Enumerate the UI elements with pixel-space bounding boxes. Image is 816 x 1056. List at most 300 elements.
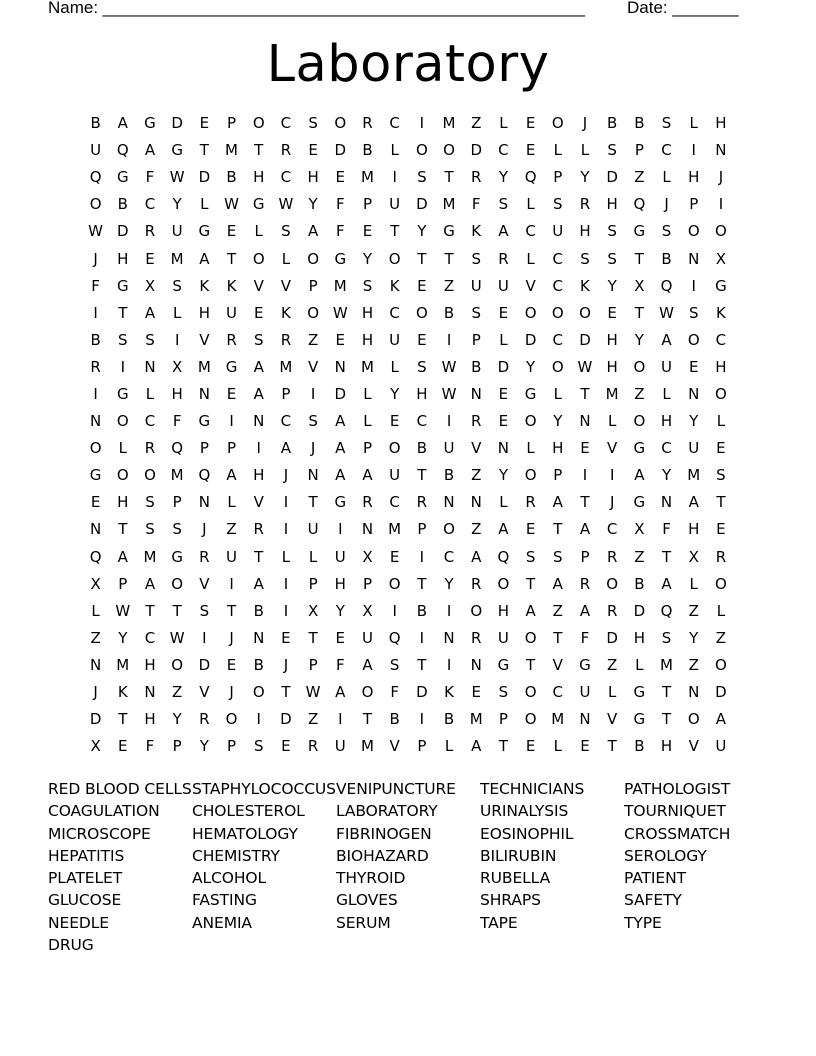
grid-letter: W [441,357,457,376]
grid-letter: L [308,547,318,566]
grid-letter: V [199,683,210,702]
grid-letter: A [688,493,699,512]
grid-letter: R [280,141,292,160]
grid-letter: K [471,222,482,241]
grid-letter: T [634,249,644,268]
grid-letter: E [525,114,536,133]
grid-letter: B [634,737,645,756]
grid-letter: S [661,114,672,133]
grid-letter: E [90,493,101,512]
grid-letter: I [419,628,425,647]
grid-letter: A [525,601,536,620]
grid-letter: N [253,412,265,431]
grid-letter: G [198,222,211,241]
grid-row [82,516,735,543]
grid-letter: P [362,574,372,593]
grid-letter: L [499,330,508,349]
grid-letter: Z [471,466,482,485]
grid-letter: A [199,249,210,268]
grid-letter: X [634,520,645,539]
grid-letter: F [335,222,345,241]
grid-letter: S [199,601,210,620]
grid-letter: L [227,493,236,512]
grid-letter: P [417,520,427,539]
grid-letter: O [687,710,700,729]
word-bank-item: THYROID [336,869,406,888]
word-bank-item: DRUG [48,936,94,955]
grid-letter: N [470,655,482,674]
grid-letter: D [416,195,428,214]
grid-letter: A [117,547,128,566]
grid-letter: L [662,384,671,403]
grid-letter: B [253,655,264,674]
grid-letter: U [552,222,564,241]
grid-row [82,300,735,327]
grid-letter: P [580,547,590,566]
grid-letter: T [417,655,427,674]
grid-letter: B [226,168,237,187]
name-field-label: Name: ___________________________________________________ [48,0,585,17]
grid-letter: N [470,384,482,403]
grid-letter: M [170,466,184,485]
grid-letter: I [120,357,125,376]
grid-letter: Z [634,384,645,403]
grid-letter: B [634,574,645,593]
grid-letter: N [89,520,102,539]
grid-letter: Y [526,357,536,376]
grid-letter: U [579,683,591,702]
word-bank-item: PATIENT [624,869,686,888]
grid-letter: T [308,628,318,647]
grid-letter: T [553,628,563,647]
grid-letter: T [661,547,672,566]
grid-letter: T [172,601,182,620]
grid-letter: I [283,601,289,620]
word-bank-item: PLATELET [48,869,123,888]
grid-letter: S [661,222,672,241]
grid-letter: J [283,466,289,485]
grid-letter: X [362,601,373,620]
grid-letter: H [606,330,618,349]
grid-letter: G [171,547,183,566]
grid-letter: O [415,303,428,322]
grid-letter: A [498,520,509,539]
grid-letter: X [90,574,101,593]
grid-letter: H [171,384,183,403]
grid-letter: F [91,276,100,295]
grid-letter: S [281,222,291,241]
grid-letter: D [715,683,727,702]
grid-letter: T [498,737,508,756]
grid-letter: T [634,303,644,322]
grid-letter: S [471,303,481,322]
grid-letter: B [471,357,482,376]
grid-letter: V [199,330,210,349]
grid-letter: C [552,683,564,702]
grid-row [82,218,735,245]
grid-letter: O [252,114,265,133]
grid-letter: O [225,710,238,729]
grid-letter: I [392,168,397,187]
word-bank-item: SEROLOGY [624,846,707,865]
grid-letter: T [444,168,454,187]
grid-letter: Y [689,628,699,647]
grid-letter: D [280,710,292,729]
word-bank-item: STAPHYLOCOCCUS [192,780,336,798]
word-bank-item: TECHNICIANS [480,780,585,798]
word-bank-item: ALCOHOL [192,869,267,888]
grid-letter: D [334,384,347,403]
grid-letter: O [334,114,347,133]
grid-letter: A [253,574,264,593]
grid-letter: A [634,466,645,485]
grid-letter: T [417,574,427,593]
grid-letter: E [335,330,346,349]
grid-letter: O [443,520,455,539]
grid-letter: M [197,357,211,376]
grid-letter: O [388,439,401,458]
grid-letter: G [633,222,646,241]
grid-letter: R [144,222,156,241]
grid-letter: G [116,384,129,403]
grid-letter: P [471,330,481,349]
grid-letter: Y [118,628,128,647]
grid-row [82,245,735,272]
word-bank-item: URINALYSIS [480,802,569,821]
grid-letter: R [90,357,101,376]
grid-letter: H [497,601,510,620]
grid-letter: Z [471,520,482,539]
grid-letter: P [362,195,372,214]
grid-letter: H [144,655,156,674]
grid-letter: X [307,601,319,620]
grid-letter: A [471,737,482,756]
grid-letter: A [226,466,237,485]
grid-letter: T [308,493,318,512]
grid-letter: H [117,493,129,512]
grid-letter: E [226,655,237,674]
grid-letter: L [499,493,508,512]
grid-letter: Q [633,195,646,214]
grid-letter: R [144,439,156,458]
grid-letter: U [389,195,401,214]
grid-letter: O [307,303,319,322]
grid-letter: Z [307,330,319,349]
grid-letter: Y [362,249,373,268]
word-bank-item: TYPE [624,913,662,932]
grid-letter: A [579,520,591,539]
grid-letter: A [280,439,292,458]
grid-letter: V [525,276,536,295]
grid-letter: P [118,574,128,593]
grid-letter: O [415,141,428,160]
grid-letter: Z [715,628,727,647]
grid-letter: O [388,249,401,268]
grid-letter: T [145,601,155,620]
grid-letter: Z [90,628,101,647]
grid-letter: G [633,439,646,458]
grid-letter: R [498,249,509,268]
grid-row [82,137,735,164]
grid-row [82,706,735,733]
grid-letter: N [307,466,319,485]
grid-letter: I [338,710,343,729]
grid-letter: R [362,114,373,133]
grid-letter: L [363,412,372,431]
grid-letter: S [145,520,155,539]
grid-letter: M [605,384,619,403]
grid-letter: G [116,168,129,187]
grid-letter: G [198,412,211,431]
grid-letter: C [498,141,509,160]
word-bank-item: CROSSMATCH [624,824,731,843]
grid-letter: A [362,466,373,485]
grid-letter: W [115,601,131,620]
grid-letter: X [362,547,373,566]
grid-letter: O [579,303,591,322]
grid-letter: M [143,547,157,566]
grid-letter: I [229,574,234,593]
grid-letter: U [497,276,509,295]
grid-letter: N [688,249,700,268]
grid-letter: H [334,574,346,593]
grid-letter: P [689,195,699,214]
grid-letter: U [90,141,102,160]
grid-letter: C [144,412,156,431]
grid-letter: G [171,141,183,160]
grid-letter: I [609,466,615,485]
grid-letter: G [116,276,129,295]
grid-letter: Z [172,683,183,702]
grid-row [82,571,735,598]
grid-letter: S [607,249,617,268]
grid-letter: W [332,303,348,322]
grid-letter: S [661,628,672,647]
grid-letter: L [580,141,590,160]
grid-letter: L [607,412,617,431]
word-bank-item: FASTING [192,891,257,910]
grid-letter: U [334,547,346,566]
grid-letter: N [497,439,510,458]
grid-letter: N [334,357,346,376]
grid-letter: H [198,303,210,322]
grid-letter: T [362,710,373,729]
grid-letter: H [715,114,727,133]
grid-letter: L [118,439,127,458]
grid-letter: M [687,466,701,485]
grid-letter: S [498,195,509,214]
grid-letter: Y [444,574,454,593]
grid-letter: Z [307,710,319,729]
word-bank-item: TOURNIQUET [624,802,726,821]
grid-letter: C [525,222,536,241]
grid-letter: E [688,357,699,376]
grid-letter: H [606,357,618,376]
grid-letter: X [144,276,156,295]
grid-letter: O [633,412,646,431]
grid-letter: Q [497,547,510,566]
grid-letter: U [389,466,401,485]
grid-letter: H [660,412,673,431]
grid-letter: T [580,493,590,512]
grid-letter: S [118,330,128,349]
grid-letter: N [198,384,210,403]
grid-letter: E [145,249,155,268]
grid-letter: S [525,547,536,566]
grid-letter: D [633,601,646,620]
grid-letter: F [335,195,345,214]
grid-letter: V [307,357,319,376]
grid-letter: D [117,222,129,241]
grid-letter: H [117,249,129,268]
grid-letter: A [661,574,672,593]
grid-letter: Z [688,655,699,674]
grid-letter: E [716,439,726,458]
grid-letter: C [280,114,292,133]
grid-letter: S [172,276,182,295]
grid-letter: O [171,574,184,593]
grid-letter: P [362,439,372,458]
grid-letter: O [116,412,129,431]
grid-letter: J [202,520,207,539]
grid-letter: P [634,141,644,160]
grid-letter: D [89,710,102,729]
grid-letter: S [716,466,726,485]
word-bank-item: FIBRINOGEN [336,824,432,843]
grid-letter: G [443,222,455,241]
grid-letter: U [226,547,238,566]
grid-letter: G [633,683,646,702]
grid-letter: I [392,601,397,620]
grid-letter: E [253,303,264,322]
grid-letter: T [199,141,209,160]
grid-letter: E [498,412,509,431]
grid-letter: M [225,141,238,160]
grid-letter: M [360,168,374,187]
grid-letter: B [607,114,618,133]
grid-letter: A [579,601,591,620]
grid-letter: T [390,222,400,241]
grid-letter: O [687,222,700,241]
grid-letter: A [661,330,672,349]
grid-letter: Q [198,466,211,485]
word-bank-item: VENIPUNCTURE [336,780,456,798]
grid-letter: E [498,303,509,322]
grid-letter: N [688,683,700,702]
grid-letter: W [659,303,674,322]
grid-letter: N [198,493,210,512]
grid-letter: C [280,412,292,431]
grid-letter: L [635,655,644,674]
grid-letter: T [417,249,427,268]
grid-letter: I [446,412,452,431]
grid-letter: V [607,710,618,729]
grid-letter: Q [89,168,102,187]
grid-letter: N [660,493,673,512]
grid-letter: I [174,330,180,349]
grid-letter: T [607,737,617,756]
grid-letter: I [202,628,207,647]
grid-letter: B [661,249,672,268]
grid-letter: Y [580,168,590,187]
grid-letter: H [253,168,265,187]
grid-letter: U [443,439,455,458]
grid-letter: P [227,439,237,458]
grid-letter: D [416,683,428,702]
grid-letter: L [91,601,100,620]
grid-letter: F [172,412,182,431]
grid-letter: D [198,655,211,674]
grid-letter: J [229,683,234,702]
grid-letter: I [419,710,425,729]
grid-letter: L [200,195,209,214]
grid-letter: I [691,141,696,160]
grid-letter: N [715,141,727,160]
grid-letter: B [389,710,400,729]
grid-letter: E [471,683,481,702]
grid-letter: A [144,303,156,322]
grid-letter: V [552,655,563,674]
grid-letter: Y [607,276,617,295]
grid-letter: S [172,520,182,539]
grid-letter: T [118,710,128,729]
grid-letter: L [363,384,372,403]
word-bank-item: HEPATITIS [48,846,125,865]
grid-letter: M [660,655,673,674]
grid-letter: U [661,357,673,376]
word-bank-item: BILIRUBIN [480,846,557,865]
grid-letter: S [688,303,699,322]
grid-letter: I [229,412,234,431]
grid-letter: Y [689,412,699,431]
grid-letter: C [389,493,400,512]
grid-letter: B [443,303,455,322]
grid-letter: H [361,330,374,349]
grid-letter: N [361,520,374,539]
grid-letter: C [552,249,564,268]
grid-letter: V [389,737,400,756]
grid-letter: C [552,276,564,295]
grid-letter: G [579,655,591,674]
grid-letter: H [579,222,591,241]
grid-letter: N [470,493,482,512]
grid-letter: Y [308,195,318,214]
grid-letter: O [524,466,537,485]
word-bank-item: HEMATOLOGY [192,824,298,843]
grid-letter: E [226,222,237,241]
grid-letter: G [633,710,646,729]
grid-row [82,191,735,218]
grid-letter: Y [634,330,644,349]
grid-letter: K [715,303,726,322]
grid-letter: V [280,276,292,295]
grid-letter: V [607,439,618,458]
grid-letter: R [226,330,237,349]
grid-letter: E [335,168,346,187]
grid-letter: N [253,628,265,647]
grid-letter: R [362,493,373,512]
grid-letter: J [609,493,615,512]
word-bank-item: SERUM [336,913,391,932]
grid-letter: T [661,683,672,702]
grid-letter: L [689,574,698,593]
grid-letter: Y [335,601,345,620]
grid-letter: S [580,249,590,268]
grid-row [82,679,735,706]
grid-letter: D [470,141,482,160]
grid-letter: Q [524,168,537,187]
grid-letter: D [579,330,591,349]
